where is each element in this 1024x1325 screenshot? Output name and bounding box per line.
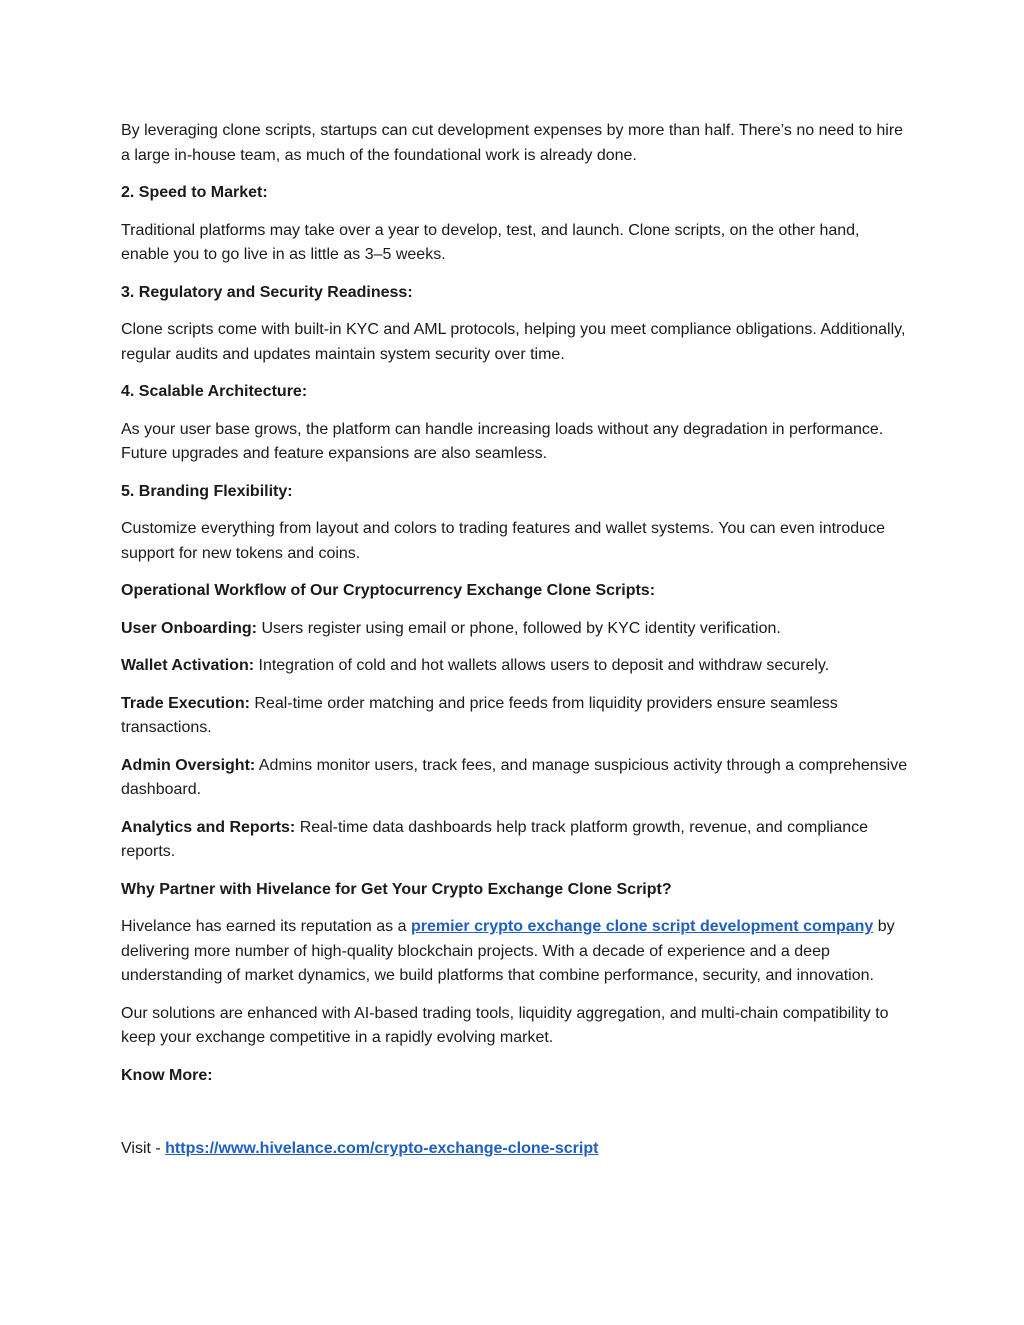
workflow-item-label: Analytics and Reports: bbox=[121, 818, 296, 836]
visit-prefix: Visit - bbox=[121, 1140, 166, 1157]
workflow-item-onboarding bbox=[121, 617, 911, 642]
workflow-item-text: Users register using email or phone, followed by KYC identity verification. bbox=[257, 619, 781, 637]
benefit-heading-security: 3. Regulatory and Security Readiness: bbox=[121, 283, 413, 301]
why-text-after: by delivering more number of high-quality blockchain projects. With a decade of experience and a deep understanding of market dynamics, we build platforms that combine performance, security, and innovation. bbox=[121, 918, 895, 984]
benefit-heading-scalable: 4. Scalable Architecture: bbox=[121, 383, 308, 400]
know-more-heading: Know More: bbox=[121, 1066, 213, 1084]
benefit-text-branding: Customize everything from layout and colors to trading features and wallet systems. You can even introduce support for new tokens and coins. bbox=[121, 520, 885, 562]
document-body bbox=[121, 119, 911, 1175]
workflow-item-wallet bbox=[121, 654, 911, 679]
workflow-item-label: Wallet Activation: bbox=[121, 657, 255, 674]
spacer bbox=[121, 1101, 911, 1137]
workflow-item-label: Trade Execution: bbox=[121, 694, 250, 712]
why-paragraph-2: Our solutions are enhanced with AI-based trading tools, liquidity aggregation, and multi-chain compatibility to keep your exchange competitive in a rapidly evolving market. bbox=[121, 1004, 889, 1046]
website-link[interactable]: https://www.hivelance.com/crypto-exchange-clone-script bbox=[165, 1140, 599, 1157]
workflow-heading: Operational Workflow of Our Cryptocurrency Exchange Clone Scripts: bbox=[121, 582, 656, 599]
why-heading: Why Partner with Hivelance for Get Your Crypto Exchange Clone Script? bbox=[121, 880, 672, 898]
why-text-before: Hivelance has earned its reputation as a bbox=[121, 918, 411, 935]
workflow-item-label: Admin Oversight: bbox=[121, 756, 256, 774]
benefit-text-scalable: As your user base grows, the platform can handle increasing loads without any degradation in performance. Future upgrades and feature expansions are also seamless. bbox=[121, 420, 884, 462]
visit-line bbox=[121, 1137, 911, 1162]
benefit-heading-speed: 2. Speed to Market: bbox=[121, 184, 268, 201]
workflow-item-analytics bbox=[121, 816, 911, 865]
benefit-text-speed: Traditional platforms may take over a year to develop, test, and launch. Clone scripts, on the other hand, enable you to go live in as little as 3–5 weeks. bbox=[121, 221, 860, 263]
intro-paragraph: By leveraging clone scripts, startups can cut development expenses by more than half. There’s no need to hire a large in-house team, as much of the foundational work is already done. bbox=[121, 122, 904, 164]
workflow-item-text: Real-time order matching and price feeds from liquidity providers ensure seamless transactions. bbox=[121, 694, 838, 736]
workflow-item-text: Real-time data dashboards help track platform growth, revenue, and compliance reports. bbox=[121, 818, 869, 860]
workflow-item-label: User Onboarding: bbox=[121, 619, 258, 637]
company-link[interactable]: premier crypto exchange clone script development company bbox=[410, 918, 874, 935]
workflow-item-trade bbox=[121, 692, 911, 741]
workflow-item-admin bbox=[121, 754, 911, 803]
benefit-heading-branding: 5. Branding Flexibility: bbox=[121, 482, 293, 500]
why-paragraph-1 bbox=[121, 915, 911, 989]
benefit-text-security: Clone scripts come with built-in KYC and AML protocols, helping you meet compliance obligations. Additionally, regular audits and updates maintain system security over time. bbox=[121, 321, 906, 363]
workflow-item-text: Admins monitor users, track fees, and manage suspicious activity through a comprehensive dashboard. bbox=[121, 756, 908, 798]
workflow-item-text: Integration of cold and hot wallets allows users to deposit and withdraw securely. bbox=[254, 657, 830, 674]
